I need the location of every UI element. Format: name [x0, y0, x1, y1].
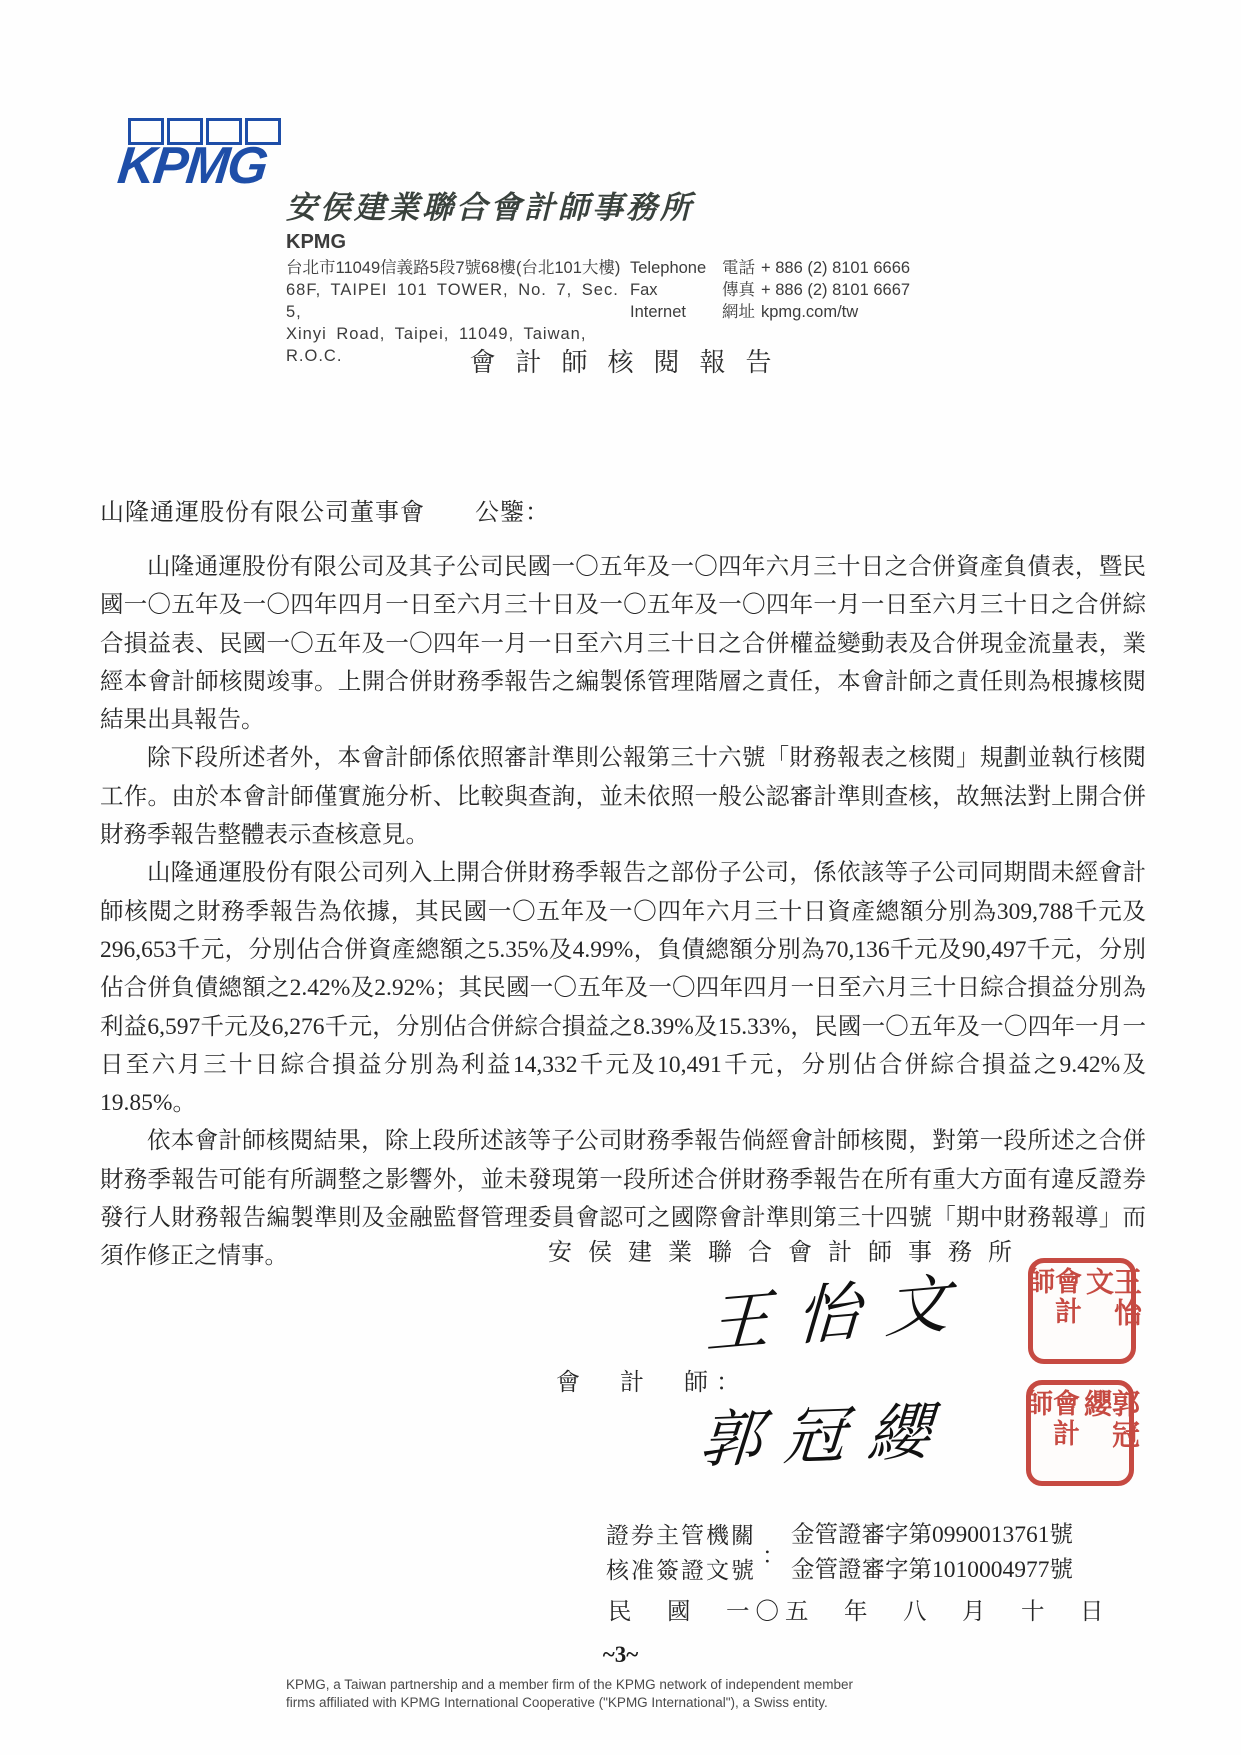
telephone-label-zh: 電話 [722, 259, 755, 277]
contact-fax [630, 279, 910, 301]
accountant-seal-2-icon [1022, 1380, 1139, 1486]
paragraph-conclusion: 依本會計師核閱結果，除上段所述該等子公司財務季報告倘經會計師核閱，對第一段所述之合併財務季報告可能有所調整之影響外，並未發現第一段所述合併財務季報告在所有重大方面有違反證券發行人財務報告編製準則及金融監督管理委員會認可之國際會計準則第三十四號「期中財務報導」而須作修正之情事。 [100, 1128, 1146, 1270]
report-title: 會計師核閱報告 [469, 348, 792, 377]
accountant-label: 會 計 師： [556, 1370, 748, 1396]
contact-telephone [630, 257, 910, 279]
kpmg-logo [114, 118, 288, 200]
approval-value-line1: 金管證審字第0990013761號 [791, 1522, 1073, 1548]
approval-label-line1: 證券主管機關 [606, 1523, 756, 1548]
telephone-label-en: Telephone [630, 259, 707, 277]
paragraph-subsidiaries: 山隆通運股份有限公司列入上開合併財務季報告之部份子公司，係依該等子公司同期間未經會計師核閱之財務季報告為依據，其民國一〇五年及一〇四年六月三十日資產總額分別為309,788千元及296,653千元，分別佔合併資產總額之5.35%及4.99%，負債總額分別為70,136千元及90,497千元，分別佔合併負債總額之2.42%及2.92%；其民國一〇五年及一〇四年四月一日至六月三十日綜合損益分別為利益6,597千元及6,276千元，分別佔合併綜合損益之8.39%及15.33%，民國一〇五年及一〇四年一月一日至六月三十日綜合損益分別為利益14,332千元及10,491千元，分別佔合併綜合損益之9.42%及19.85%。 [100, 860, 1146, 1117]
internet-label-en: Internet [630, 303, 686, 321]
signature-firm-line: 安侯建業聯合會計師事務所 [548, 1240, 1028, 1266]
fax-label-en: Fax [630, 281, 658, 299]
internet-label-zh: 網址 [722, 303, 755, 321]
accountant-signature-2: 郭冠纓 [697, 1398, 954, 1476]
paragraph-scope: 山隆通運股份有限公司及其子公司民國一〇五年及一〇四年六月三十日之合併資產負債表，暨民國一〇五年及一〇四年四月一日至六月三十日及一〇五年及一〇四年一月一日至六月三十日之合併綜合損益表、民國一〇五年及一〇四年一月一日至六月三十日之合併權益變動表及合併現金流量表，業經本會計師核閱竣事。上開合併財務季報告之編製係管理階層之責任，本會計師之責任則為根據核閱結果出具報告。 [100, 554, 1146, 734]
letterhead [286, 182, 1186, 367]
seal-2-name-column: 郭冠纓 [1080, 1389, 1139, 1451]
approval-reference-block [606, 1518, 1073, 1588]
paragraph-basis: 除下段所述者外，本會計師係依照審計準則公報第三十六號「財務報表之核閱」規劃並執行核閱工作。由於本會計師僅實施分析、比較與查詢，並未依照一般公認審計準則查核，故無法對上開合併財務季報告整體表示查核意見。 [100, 745, 1146, 849]
address-en-line1: 68F, TAIPEI 101 TOWER, No. 7, Sec. 5, [286, 281, 619, 321]
kpmg-logo-wordmark: KPMG [114, 137, 270, 195]
approval-colon: ： [762, 1542, 785, 1568]
disclaimer-line2: firms affiliated with KPMG International Cooperative ("KPMG International"), a Swiss entity. [286, 1695, 828, 1710]
report-date: 民 國 一〇五 年 八 月 十 日 [608, 1599, 1110, 1625]
internet-value: kpmg.com/tw [761, 303, 859, 321]
accountant-seal-1-icon [1024, 1258, 1141, 1364]
seal-2-title-column: 會計師 [1022, 1389, 1079, 1449]
seal-1-title-column: 會計師 [1024, 1267, 1081, 1327]
firm-name-calligraphy: 安侯建業聯合會計師事務所 [286, 190, 694, 225]
addressee-line: 山隆通運股份有限公司董事會 公鑒： [100, 500, 550, 526]
address-en-line2: Xinyi Road, Taipei, 11049, Taiwan, R.O.C. [286, 325, 587, 365]
telephone-value: + 886 (2) 8101 6666 [761, 259, 911, 277]
approval-value-line2: 金管證審字第1010004977號 [791, 1557, 1073, 1583]
contact-internet [630, 301, 910, 323]
seal-1-name-column: 王怡文 [1082, 1267, 1141, 1329]
approval-label-line2: 核准簽證文號 [606, 1558, 756, 1583]
fax-label-zh: 傳真 [722, 281, 755, 299]
accountant-signature-1: 王怡文 [704, 1265, 978, 1362]
kpmg-disclaimer [286, 1676, 853, 1712]
address-zh: 台北市11049信義路5段7號68樓(台北101大樓) [286, 259, 621, 277]
firm-short-name: KPMG [286, 231, 346, 253]
fax-value: + 886 (2) 8101 6667 [761, 281, 911, 299]
disclaimer-line1: KPMG, a Taiwan partnership and a member firm of the KPMG network of independent member [286, 1677, 854, 1692]
report-body [100, 548, 1146, 1276]
page-number: ~3~ [602, 1642, 639, 1667]
